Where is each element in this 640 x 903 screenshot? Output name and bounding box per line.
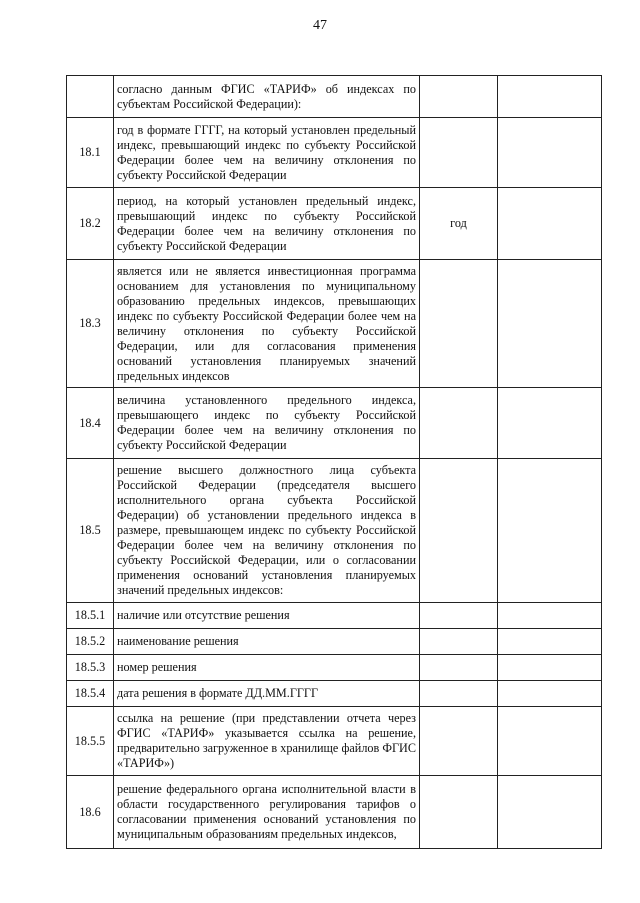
- table-row: [67, 603, 602, 629]
- row-unit: [420, 118, 498, 188]
- row-unit: [420, 707, 498, 776]
- row-value: [498, 76, 602, 118]
- row-number: 18.6: [67, 776, 114, 849]
- table-row: [67, 388, 602, 459]
- row-value: [498, 776, 602, 849]
- table-row: [67, 707, 602, 776]
- table-row: [67, 681, 602, 707]
- row-number: 18.2: [67, 188, 114, 260]
- row-number: 18.5.5: [67, 707, 114, 776]
- row-number: [67, 76, 114, 118]
- row-value: [498, 260, 602, 388]
- row-value: [498, 655, 602, 681]
- row-unit: [420, 603, 498, 629]
- row-description: ссылка на решение (при представлении отчета через ФГИС «ТАРИФ» указывается ссылка на решение, предварительно загруженное в хранилище файлов ФГИС «ТАРИФ»): [114, 707, 420, 776]
- table-row: [67, 76, 602, 118]
- row-unit: [420, 260, 498, 388]
- table-row: [67, 459, 602, 603]
- row-value: [498, 118, 602, 188]
- table-row: [67, 188, 602, 260]
- table-row: [67, 776, 602, 849]
- row-value: [498, 188, 602, 260]
- table-row: [67, 118, 602, 188]
- row-unit: [420, 655, 498, 681]
- row-number: 18.4: [67, 388, 114, 459]
- row-description: величина установленного предельного индекса, превышающего индекс по субъекту Российской Федерации более чем на величину отклонения по субъекту Российской Федерации: [114, 388, 420, 459]
- row-number: 18.1: [67, 118, 114, 188]
- table-body: [67, 76, 602, 849]
- row-value: [498, 707, 602, 776]
- row-unit: [420, 388, 498, 459]
- row-number: 18.5.4: [67, 681, 114, 707]
- row-value: [498, 388, 602, 459]
- row-unit: [420, 76, 498, 118]
- row-description: номер решения: [114, 655, 420, 681]
- row-value: [498, 459, 602, 603]
- page-number: 47: [313, 18, 327, 33]
- table-row: [67, 629, 602, 655]
- row-value: [498, 629, 602, 655]
- row-number: 18.5: [67, 459, 114, 603]
- row-number: 18.5.3: [67, 655, 114, 681]
- row-unit: [420, 681, 498, 707]
- row-description: год в формате ГГГГ, на который установлен предельный индекс, превышающий индекс по субъекту Российской Федерации более чем на величину отклонения по субъекту Российской Федерации: [114, 118, 420, 188]
- row-unit: [420, 629, 498, 655]
- row-description: наименование решения: [114, 629, 420, 655]
- row-description: согласно данным ФГИС «ТАРИФ» об индексах по субъектам Российской Федерации):: [114, 76, 420, 118]
- row-description: период, на который установлен предельный индекс, превышающий индекс по субъекту Российской Федерации более чем на величину отклонения по субъекту Российской Федерации: [114, 188, 420, 260]
- row-description: является или не является инвестиционная программа основанием для установления по муниципальному образованию предельных индексов, превышающих индекс по субъекту Российской Федерации более чем на величину отклонения по субъекту Российской Федерации, или для согласования применения оснований установления планируемых значений предельных индексов: [114, 260, 420, 388]
- row-number: 18.5.1: [67, 603, 114, 629]
- row-number: 18.5.2: [67, 629, 114, 655]
- table-row: [67, 260, 602, 388]
- row-unit: год: [420, 188, 498, 260]
- row-unit: [420, 776, 498, 849]
- row-number: 18.3: [67, 260, 114, 388]
- row-value: [498, 681, 602, 707]
- row-description: дата решения в формате ДД.ММ.ГГГГ: [114, 681, 420, 707]
- row-description: решение федерального органа исполнительной власти в области государственного регулирования тарифов о согласовании применения оснований установления по муниципальным образованиям предельных индексов,: [114, 776, 420, 849]
- row-value: [498, 603, 602, 629]
- row-unit: [420, 459, 498, 603]
- data-table: [66, 75, 602, 849]
- table-row: [67, 655, 602, 681]
- row-description: решение высшего должностного лица субъекта Российской Федерации (председателя высшего исполнительного органа субъекта Российской Федерации) об установлении предельного индекса в размере, превышающем индекс по субъекту Российской Федерации более чем на величину отклонения по субъекту Российской Федерации, или о согласовании применения оснований установления планируемых значений предельных индексов:: [114, 459, 420, 603]
- row-description: наличие или отсутствие решения: [114, 603, 420, 629]
